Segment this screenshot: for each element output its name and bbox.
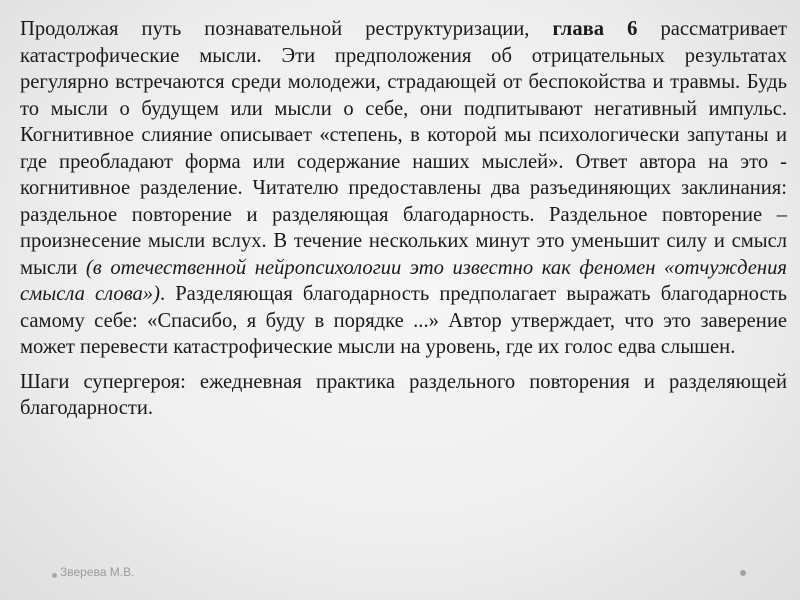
footer-author: Зверева М.В. bbox=[60, 565, 135, 579]
paragraph-text-body: рассматривает катастрофические мысли. Эти предположения об отрицательных результатах регулярно встречаются среди молодежи, страдающей от беспокойства и травмы. Будь то мысли о будущем или мысли о себе, они подпитывают негативный импульс. Когнитивное слияние описывает «степень, в которой мы психологически запутаны и где преобладают форма или содержание наших мыслей». Ответ автора на это - когнитивное разделение. Читателю предоставлены два разъединяющих заклинания: раздельное повторение и разделяющая благодарность. Раздельное повторение – произнесение мысли вслух. В течение нескольких минут это уменьшит силу и смысл мысли bbox=[20, 18, 787, 279]
chapter-reference: глава 6 bbox=[552, 18, 638, 40]
corner-dot-icon bbox=[740, 570, 746, 576]
main-paragraph bbox=[20, 16, 787, 361]
paragraph-text-intro: Продолжая путь познавательной реструктуризации, bbox=[20, 18, 553, 40]
italic-note: (в отечественной нейропсихологии это известно как феномен «отчуждения смысла слова») bbox=[20, 256, 787, 305]
slide-content bbox=[20, 16, 787, 422]
superhero-steps-text: Шаги супергероя: ежедневная практика раздельного повторения и разделяющей благодарности. bbox=[20, 370, 787, 419]
paragraph-text-conclusion: . Разделяющая благодарность предполагает выражать благодарность самому себе: «Спасибо, я буду в порядке ...» Автор утверждает, что это заверение может перевести катастрофические мысли на уровень, где их голос едва слышен. bbox=[20, 283, 787, 358]
footer-bullet-icon bbox=[52, 573, 57, 578]
second-paragraph bbox=[20, 369, 787, 422]
